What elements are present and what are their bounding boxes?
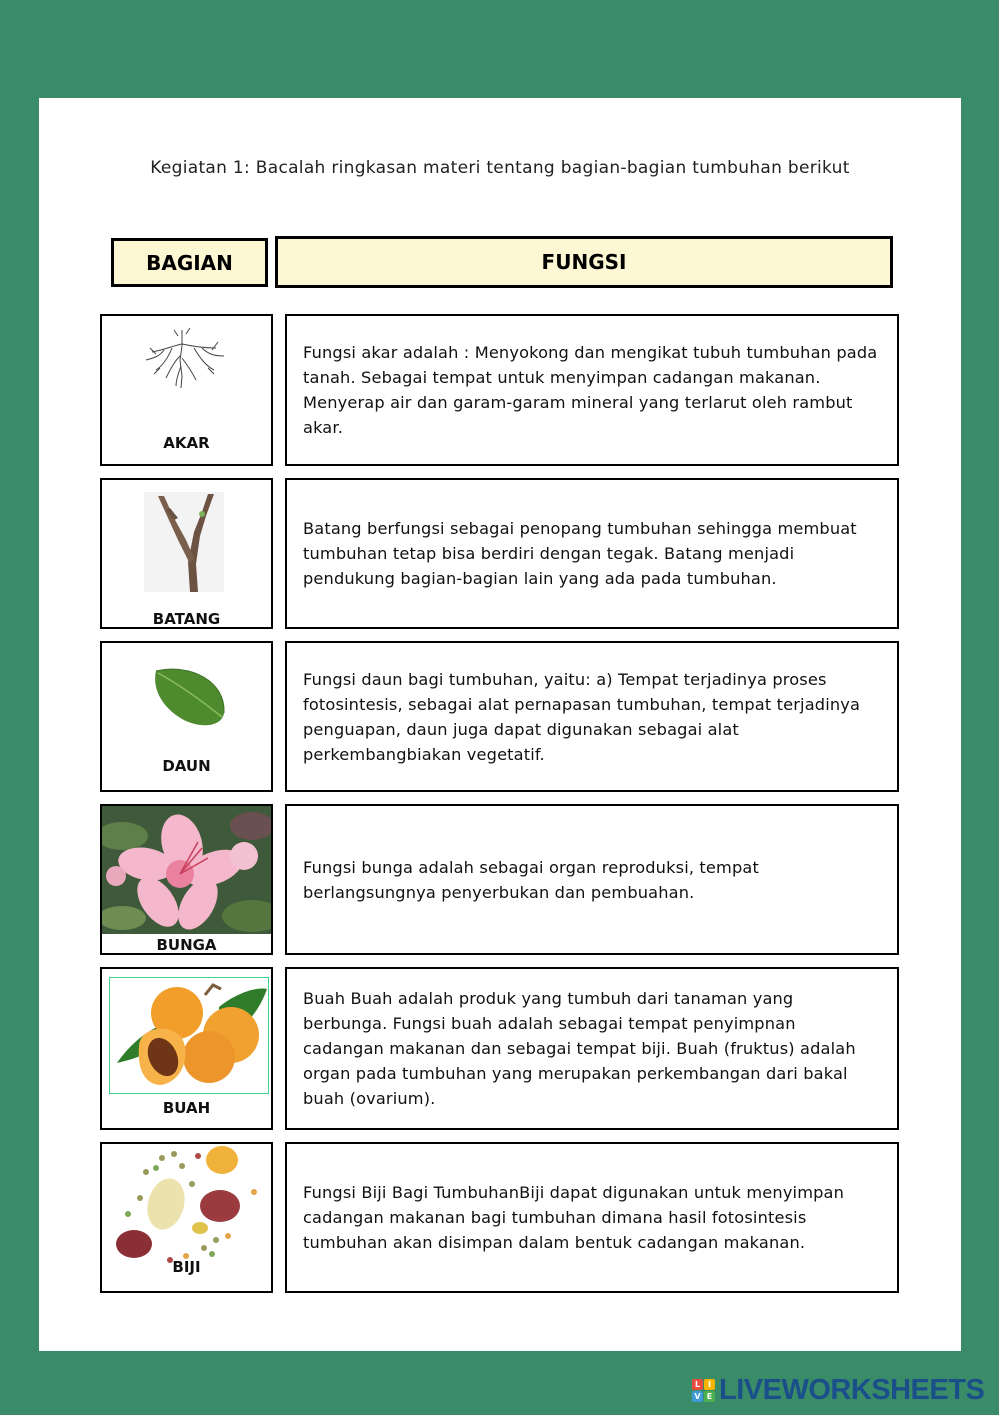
function-cell-bunga [285,804,899,955]
part-cell-akar [100,314,273,466]
logo-letter-l: L [692,1379,703,1390]
part-cell-biji [100,1142,273,1293]
function-text-biji: Fungsi Biji Bagi TumbuhanBiji dapat digunakan untuk menyimpan cadangan makanan bagi tumbuhan dimana hasil fotosintesis tumbuhan akan disimpan dalam bentuk cadangan makanan. [303,1183,845,1252]
function-cell-daun [285,641,899,792]
stem-image [144,492,224,592]
header-fungsi-label: FUNGSI [541,250,627,274]
function-text-bunga: Fungsi bunga adalah sebagai organ reproduksi, tempat berlangsungnya penyerbukan dan pembuahan. [303,857,759,902]
root-image [142,326,228,390]
part-label-daun: DAUN [162,757,211,775]
logo-mark [692,1379,715,1402]
part-cell-bunga [100,804,273,955]
part-cell-daun [100,641,273,792]
logo-letter-v: V [692,1391,703,1402]
part-cell-batang [100,478,273,629]
part-label-buah: BUAH [162,1099,211,1117]
part-label-akar: AKAR [163,434,210,452]
worksheet-page [39,98,961,1351]
header-fungsi [275,236,893,288]
part-cell-buah [100,967,273,1130]
logo-letter-e: E [704,1391,715,1402]
part-label-biji: BIJI [172,1258,201,1276]
function-cell-biji [285,1142,899,1293]
page-title: Kegiatan 1: Bacalah ringkasan materi tentang bagian-bagian tumbuhan berikut [150,158,850,178]
function-cell-batang [285,478,899,629]
function-cell-buah [285,967,899,1130]
function-text-batang: Batang berfungsi sebagai penopang tumbuhan sehingga membuat tumbuhan tetap bisa berdiri dengan tegak. Batang menjadi pendukung bagian-bagian lain yang ada pada tumbuhan. [303,519,857,588]
liveworksheets-logo [692,1374,984,1407]
function-text-daun: Fungsi daun bagi tumbuhan, yaitu: a) Tempat terjadinya proses fotosintesis, sebagai alat pernapasan tumbuhan, tempat terjadinya penguapan, daun juga dapat digunakan sebagai alat perkembangbiakan vegetatif. [303,669,861,764]
logo-letter-i: I [704,1379,715,1390]
header-bagian [111,238,268,287]
function-text-akar: Fungsi akar adalah : Menyokong dan mengikat tubuh tumbuhan pada tanah. Sebagai tempat untuk menyimpan cadangan makanan. Menyerap air dan garam-garam mineral yang terlarut oleh rambut akar. [303,343,878,437]
fruit-image [109,977,269,1095]
part-label-bunga: BUNGA [156,936,217,954]
header-bagian-label: BAGIAN [146,250,233,275]
logo-text: LIVEWORKSHEETS [719,1374,985,1406]
part-label-batang: BATANG [152,610,221,628]
leaf-image [150,665,230,729]
seeds-image [116,1144,266,1270]
function-cell-akar [285,314,899,466]
function-text-buah: Buah Buah adalah produk yang tumbuh dari tanaman yang berbunga. Fungsi buah adalah sebagai tempat penyimpnan cadangan makanan dan sebagai tempat biji. Buah (fruktus) adalah organ pada tumbuhan yang merupakan perkembangan dari bakal buah (ovarium). [303,989,856,1108]
flower-image [102,806,271,934]
